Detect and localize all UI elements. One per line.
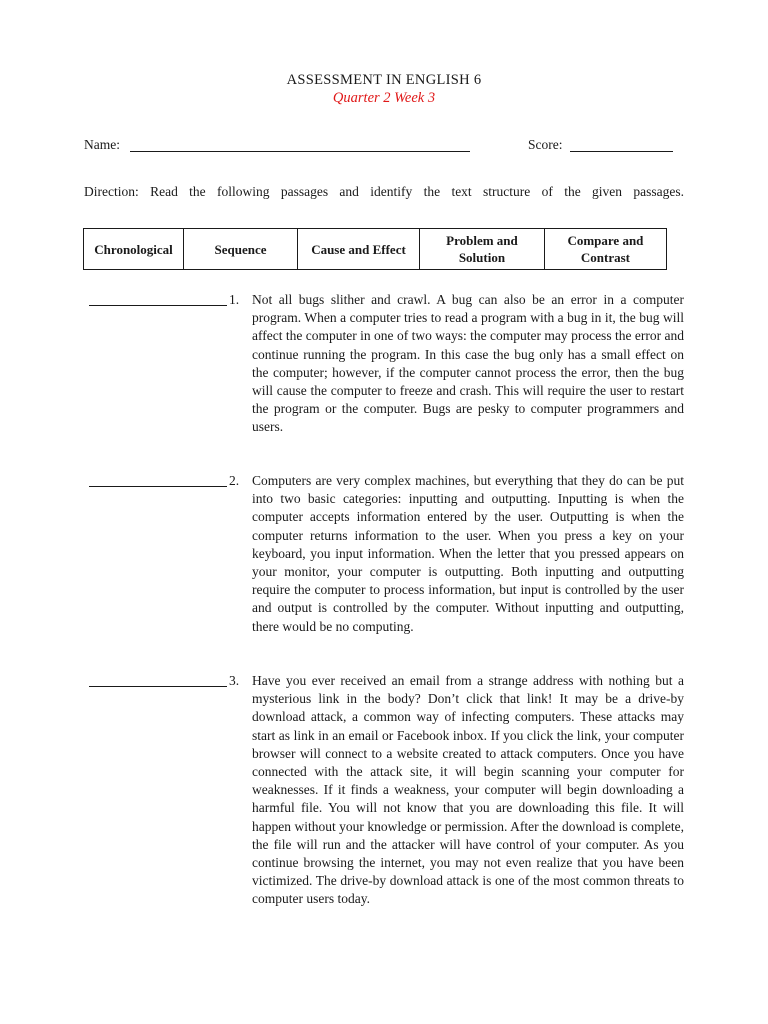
passage-text-1: Not all bugs slither and crawl. A bug can also be an error in a computer program. When a computer tries to read a program with a bug in it, the bug will affect the computer in one of two ways: the computer may process the error and continue running the program. In this case the bug only has a small effect on the computer; however, if the computer cannot process the error, then the bug will cause the computer to freeze and crash. This will require the user to restart the program or the computer. Bugs are pesky to computer programmers and users. xyxy=(252,292,684,435)
answer-blank-3[interactable] xyxy=(89,686,227,687)
answer-blank-1[interactable] xyxy=(89,305,227,306)
passage-item-3 xyxy=(89,672,685,932)
name-label: Name: xyxy=(84,137,120,152)
item-number-1: 1. xyxy=(229,292,240,307)
direction-text: Direction: Read the following passages and identify the text structure of the given passages. xyxy=(84,184,684,199)
item-number-2: 2. xyxy=(229,473,240,488)
item-number-3: 3. xyxy=(229,673,240,688)
structure-compare-and-contrast: Compare and Contrast xyxy=(544,229,666,270)
text-structure-table xyxy=(83,228,667,270)
score-blank-line[interactable] xyxy=(570,151,673,152)
structure-problem-and-solution: Problem and Solution xyxy=(420,229,545,270)
answer-blank-2[interactable] xyxy=(89,486,227,487)
page-subtitle: Quarter 2 Week 3 xyxy=(332,90,436,106)
page-title: ASSESSMENT IN ENGLISH 6 xyxy=(286,72,482,88)
passage-item-1 xyxy=(89,291,685,461)
structure-cause-and-effect: Cause and Effect xyxy=(297,229,419,270)
structure-sequence: Sequence xyxy=(184,229,298,270)
passage-item-2 xyxy=(89,472,685,662)
score-label: Score: xyxy=(528,137,563,152)
passage-text-3: Have you ever received an email from a strange address with nothing but a mysterious link in the body? Don’t click that link! It may be a drive-by download attack, a common way of infecting computers. These attacks may start as link in an email or Facebook inbox. If you click the link, your computer browser will connect to a website created to attack computers. Once you have connected with the attack site, it will begin scanning your computer for weaknesses. If it finds a weakness, your computer will begin downloading a harmful file. You will not know that you are downloading this file. It will happen without your knowledge or permission. After the download is complete, the file will run and the attacker will have control of your computer. As you continue browsing the internet, you may not even realize that you have been victimized. The drive-by download attack is one of the most common threats to computer users today. xyxy=(252,673,684,907)
name-blank-line[interactable] xyxy=(130,151,470,152)
structure-chronological: Chronological xyxy=(84,229,184,270)
passage-text-2: Computers are very complex machines, but everything that they do can be put into two basic categories: inputting and outputting. Inputting is when the computer accepts information entered by the user. Outputting is when the computer returns information to the user. When you press a key on your keyboard, you input information. When the letter that you pressed appears on your monitor, your computer is outputting. Both inputting and outputting require the computer to process information, but input is controlled by the user and output is controlled by the computer. Without inputting and outputting, there would be no computing. xyxy=(252,473,684,634)
